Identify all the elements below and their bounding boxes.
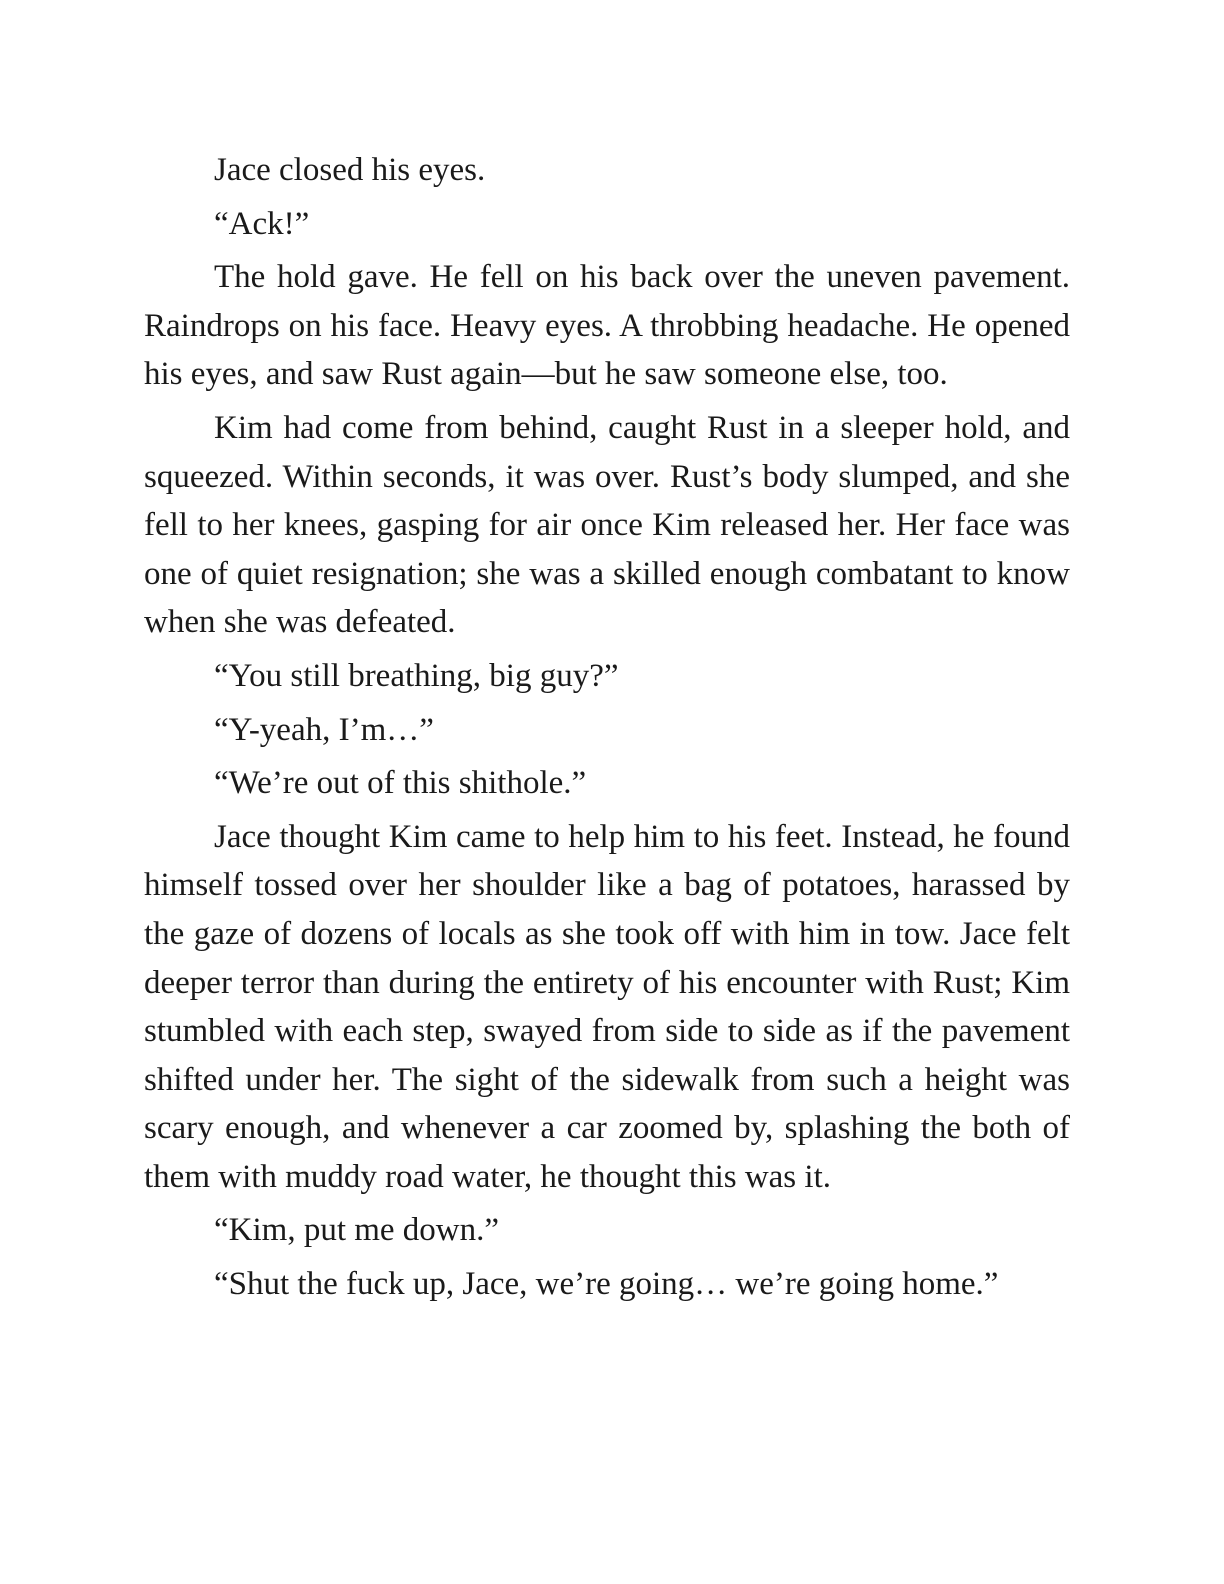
paragraph-4: Kim had come from behind, caught Rust in a sleeper hold, and squeezed. Within seconds, it was over. Rust’s body slumped, and she fell to her knees, gasping for air once Kim released her. Her face was one of quiet resignation; she was a skilled enough combatant to know when she was defeated.	[144, 409, 1070, 641]
paragraph-2: “Ack!”	[214, 205, 310, 242]
paragraph-3: The hold gave. He fell on his back over the uneven pavement. Raindrops on his face. Heavy eyes. A throbbing headache. He opened his eyes, and saw Rust again—but he saw someone else, too.	[144, 259, 1070, 393]
page-body	[144, 146, 1070, 1314]
paragraph-9: “Kim, put me down.”	[214, 1212, 500, 1249]
paragraph-6: “Y-yeah, I’m…”	[214, 711, 434, 748]
paragraph-7: “We’re out of this shithole.”	[214, 765, 587, 802]
paragraph-10: “Shut the fuck up, Jace, we’re going… we’re going home.”	[214, 1266, 999, 1303]
paragraph-5: “You still breathing, big guy?”	[214, 657, 619, 694]
paragraph-1: Jace closed his eyes.	[214, 152, 486, 188]
paragraph-8: Jace thought Kim came to help him to his feet. Instead, he found himself tossed over her shoulder like a bag of potatoes, harassed by the gaze of dozens of locals as she took off with him in tow. Jace felt deeper terror than during the entirety of his encounter with Rust; Kim stumbled with each step, swayed from side to side as if the pavement shifted under her. The sight of the sidewalk from such a height was scary enough, and whenever a car zoomed by, splashing the both of them with muddy road water, he thought this was it.	[144, 818, 1070, 1195]
